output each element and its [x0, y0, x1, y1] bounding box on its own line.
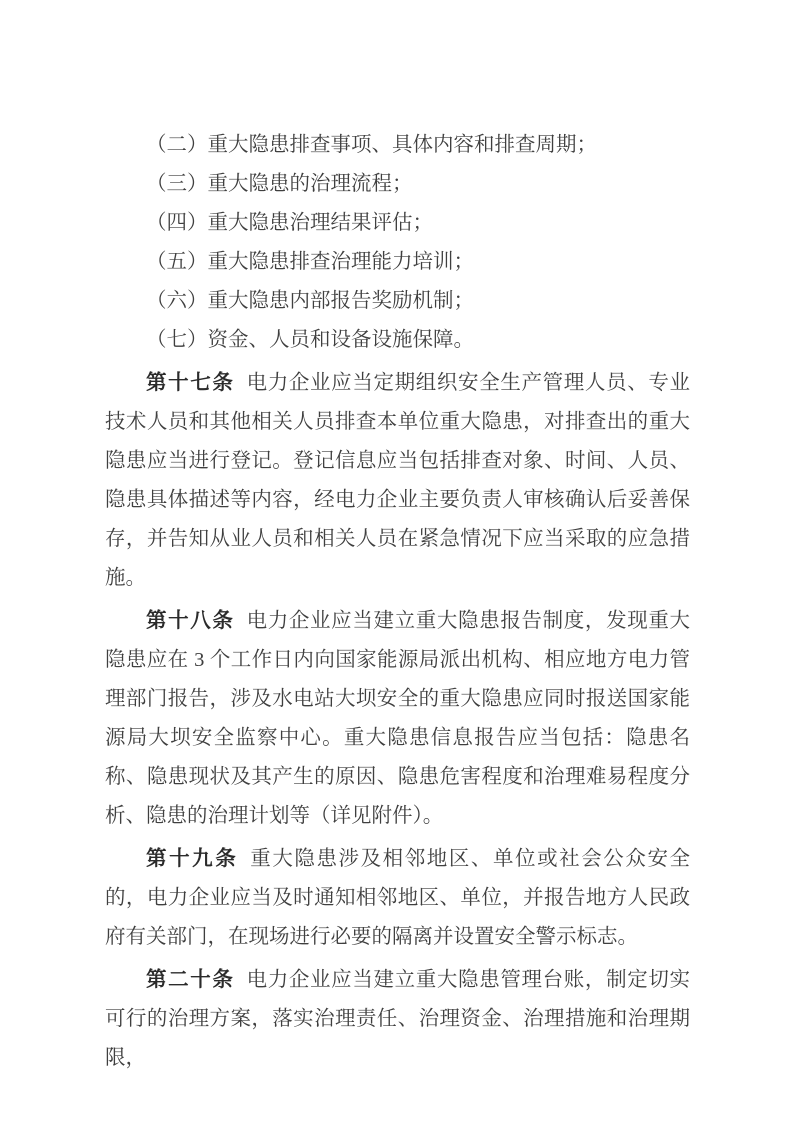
document-content: [105, 126, 690, 1078]
list-item-4: （四）重大隐患治理结果评估；: [146, 212, 433, 234]
list-item-7: （七）资金、人员和设备设施保障。: [146, 329, 474, 351]
article-18: [105, 601, 690, 836]
article-20-number: 第二十条: [146, 968, 235, 991]
article-19-number: 第十九条: [146, 847, 239, 870]
list-item-5: （五）重大隐患排查治理能力培训；: [146, 251, 474, 273]
article-17-number: 第十七条: [146, 371, 235, 394]
article-18-number: 第十八条: [146, 609, 235, 632]
list-item-3: （三）重大隐患的治理流程；: [146, 173, 413, 195]
list-item-2: （二）重大隐患排查事项、具体内容和排查周期；: [146, 134, 597, 156]
article-17-body: 电力企业应当定期组织安全生产管理人员、专业技术人员和其他相关人员排查本单位重大隐患，对排查出的重大隐患应当进行登记。登记信息应当包括排查对象、时间、人员、隐患具体描述等内容，经电力企业主要负责人审核确认后妥善保存，并告知从业人员和相关人员在紧急情况下应当采取的应急措施。: [105, 372, 691, 589]
article-20-body: 电力企业应当建立重大隐患管理台账，制定切实可行的治理方案，落实治理责任、治理资金、治理措施和治理期限，: [105, 969, 691, 1069]
article-17: [105, 363, 690, 598]
list-item-6: （六）重大隐患内部报告奖励机制；: [146, 290, 474, 312]
article-19-body: 重大隐患涉及相邻地区、单位或社会公众安全的，电力企业应当及时通知相邻地区、单位，并报告地方人民政府有关部门，在现场进行必要的隔离并设置安全警示标志。: [105, 848, 691, 948]
article-20: [105, 960, 690, 1078]
article-18-body: 电力企业应当建立重大隐患报告制度，发现重大隐患应在 3 个工作日内向国家能源局派出机构、相应地方电力管理部门报告，涉及水电站大坝安全的重大隐患应同时报送国家能源局大坝安全监察中心。重大隐患信息报告应当包括：隐患名称、隐患现状及其产生的原因、隐患危害程度和治理难易程度分析、隐患的治理计划等（详见附件）。: [105, 610, 691, 827]
article-19: [105, 839, 690, 957]
